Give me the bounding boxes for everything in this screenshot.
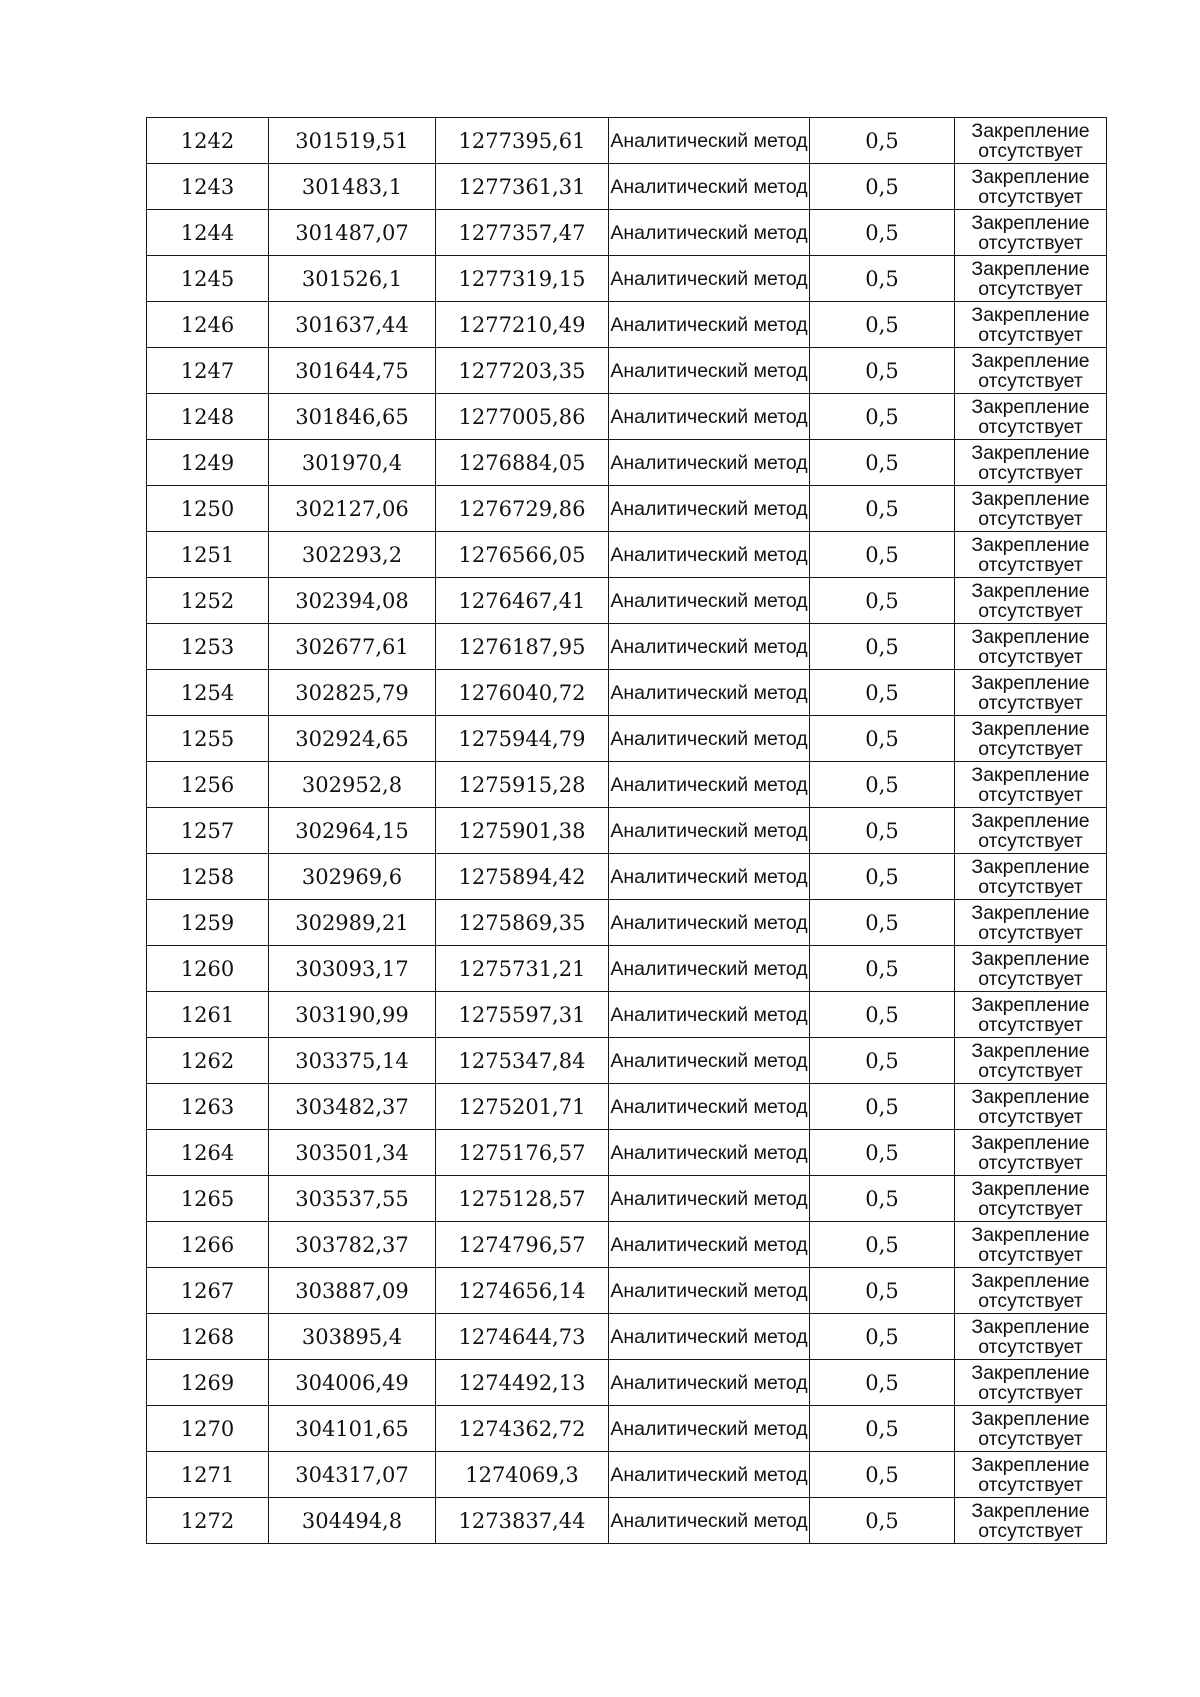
fixing-description-cell: Закрепление отсутствует bbox=[955, 1268, 1107, 1314]
y-coordinate-cell: 1275915,28 bbox=[436, 762, 609, 808]
table-row bbox=[147, 1176, 1107, 1222]
point-number-cell: 1251 bbox=[147, 532, 269, 578]
accuracy-cell: 0,5 bbox=[810, 118, 955, 164]
y-coordinate-cell: 1274644,73 bbox=[436, 1314, 609, 1360]
y-coordinate-cell: 1277005,86 bbox=[436, 394, 609, 440]
y-coordinate-cell: 1276040,72 bbox=[436, 670, 609, 716]
accuracy-cell: 0,5 bbox=[810, 164, 955, 210]
fixing-description-cell: Закрепление отсутствует bbox=[955, 1038, 1107, 1084]
x-coordinate-cell: 304006,49 bbox=[269, 1360, 436, 1406]
accuracy-cell: 0,5 bbox=[810, 1314, 955, 1360]
table-row bbox=[147, 1314, 1107, 1360]
point-number-cell: 1267 bbox=[147, 1268, 269, 1314]
method-cell: Аналитический метод bbox=[609, 1314, 810, 1360]
x-coordinate-cell: 303482,37 bbox=[269, 1084, 436, 1130]
fixing-description-cell: Закрепление отсутствует bbox=[955, 992, 1107, 1038]
y-coordinate-cell: 1275347,84 bbox=[436, 1038, 609, 1084]
point-number-cell: 1264 bbox=[147, 1130, 269, 1176]
accuracy-cell: 0,5 bbox=[810, 1406, 955, 1452]
fixing-description-cell: Закрепление отсутствует bbox=[955, 1176, 1107, 1222]
x-coordinate-cell: 301519,51 bbox=[269, 118, 436, 164]
x-coordinate-cell: 302989,21 bbox=[269, 900, 436, 946]
point-number-cell: 1252 bbox=[147, 578, 269, 624]
table-row bbox=[147, 1498, 1107, 1544]
table-row bbox=[147, 532, 1107, 578]
x-coordinate-cell: 301644,75 bbox=[269, 348, 436, 394]
point-number-cell: 1243 bbox=[147, 164, 269, 210]
x-coordinate-cell: 301526,1 bbox=[269, 256, 436, 302]
method-cell: Аналитический метод bbox=[609, 1084, 810, 1130]
table-row bbox=[147, 992, 1107, 1038]
point-number-cell: 1244 bbox=[147, 210, 269, 256]
point-number-cell: 1245 bbox=[147, 256, 269, 302]
method-cell: Аналитический метод bbox=[609, 1176, 810, 1222]
point-number-cell: 1260 bbox=[147, 946, 269, 992]
table-row bbox=[147, 1038, 1107, 1084]
fixing-description-cell: Закрепление отсутствует bbox=[955, 578, 1107, 624]
y-coordinate-cell: 1275176,57 bbox=[436, 1130, 609, 1176]
accuracy-cell: 0,5 bbox=[810, 1268, 955, 1314]
x-coordinate-cell: 302293,2 bbox=[269, 532, 436, 578]
accuracy-cell: 0,5 bbox=[810, 348, 955, 394]
method-cell: Аналитический метод bbox=[609, 118, 810, 164]
x-coordinate-cell: 302924,65 bbox=[269, 716, 436, 762]
method-cell: Аналитический метод bbox=[609, 440, 810, 486]
fixing-description-cell: Закрепление отсутствует bbox=[955, 164, 1107, 210]
accuracy-cell: 0,5 bbox=[810, 992, 955, 1038]
accuracy-cell: 0,5 bbox=[810, 302, 955, 348]
y-coordinate-cell: 1275869,35 bbox=[436, 900, 609, 946]
table-row bbox=[147, 762, 1107, 808]
accuracy-cell: 0,5 bbox=[810, 1176, 955, 1222]
method-cell: Аналитический метод bbox=[609, 532, 810, 578]
y-coordinate-cell: 1275597,31 bbox=[436, 992, 609, 1038]
accuracy-cell: 0,5 bbox=[810, 394, 955, 440]
point-number-cell: 1268 bbox=[147, 1314, 269, 1360]
method-cell: Аналитический метод bbox=[609, 394, 810, 440]
point-number-cell: 1257 bbox=[147, 808, 269, 854]
point-number-cell: 1261 bbox=[147, 992, 269, 1038]
method-cell: Аналитический метод bbox=[609, 992, 810, 1038]
fixing-description-cell: Закрепление отсутствует bbox=[955, 440, 1107, 486]
y-coordinate-cell: 1275944,79 bbox=[436, 716, 609, 762]
fixing-description-cell: Закрепление отсутствует bbox=[955, 1452, 1107, 1498]
x-coordinate-cell: 303782,37 bbox=[269, 1222, 436, 1268]
fixing-description-cell: Закрепление отсутствует bbox=[955, 394, 1107, 440]
x-coordinate-cell: 304101,65 bbox=[269, 1406, 436, 1452]
table-row bbox=[147, 348, 1107, 394]
point-number-cell: 1253 bbox=[147, 624, 269, 670]
method-cell: Аналитический метод bbox=[609, 1268, 810, 1314]
point-number-cell: 1269 bbox=[147, 1360, 269, 1406]
fixing-description-cell: Закрепление отсутствует bbox=[955, 210, 1107, 256]
table-row bbox=[147, 624, 1107, 670]
x-coordinate-cell: 303190,99 bbox=[269, 992, 436, 1038]
fixing-description-cell: Закрепление отсутствует bbox=[955, 1084, 1107, 1130]
method-cell: Аналитический метод bbox=[609, 1038, 810, 1084]
method-cell: Аналитический метод bbox=[609, 1222, 810, 1268]
x-coordinate-cell: 302969,6 bbox=[269, 854, 436, 900]
y-coordinate-cell: 1277361,31 bbox=[436, 164, 609, 210]
x-coordinate-cell: 303501,34 bbox=[269, 1130, 436, 1176]
table-row bbox=[147, 946, 1107, 992]
accuracy-cell: 0,5 bbox=[810, 486, 955, 532]
fixing-description-cell: Закрепление отсутствует bbox=[955, 900, 1107, 946]
method-cell: Аналитический метод bbox=[609, 578, 810, 624]
table-row bbox=[147, 210, 1107, 256]
method-cell: Аналитический метод bbox=[609, 624, 810, 670]
y-coordinate-cell: 1276187,95 bbox=[436, 624, 609, 670]
point-number-cell: 1272 bbox=[147, 1498, 269, 1544]
table-row bbox=[147, 900, 1107, 946]
table-row bbox=[147, 854, 1107, 900]
table-row bbox=[147, 1406, 1107, 1452]
accuracy-cell: 0,5 bbox=[810, 1360, 955, 1406]
fixing-description-cell: Закрепление отсутствует bbox=[955, 1222, 1107, 1268]
table-body bbox=[147, 118, 1107, 1544]
fixing-description-cell: Закрепление отсутствует bbox=[955, 946, 1107, 992]
point-number-cell: 1250 bbox=[147, 486, 269, 532]
fixing-description-cell: Закрепление отсутствует bbox=[955, 118, 1107, 164]
point-number-cell: 1266 bbox=[147, 1222, 269, 1268]
table-row bbox=[147, 1268, 1107, 1314]
y-coordinate-cell: 1277203,35 bbox=[436, 348, 609, 394]
method-cell: Аналитический метод bbox=[609, 900, 810, 946]
method-cell: Аналитический метод bbox=[609, 302, 810, 348]
point-number-cell: 1263 bbox=[147, 1084, 269, 1130]
accuracy-cell: 0,5 bbox=[810, 946, 955, 992]
y-coordinate-cell: 1277210,49 bbox=[436, 302, 609, 348]
point-number-cell: 1242 bbox=[147, 118, 269, 164]
point-number-cell: 1265 bbox=[147, 1176, 269, 1222]
y-coordinate-cell: 1274656,14 bbox=[436, 1268, 609, 1314]
y-coordinate-cell: 1276729,86 bbox=[436, 486, 609, 532]
x-coordinate-cell: 301487,07 bbox=[269, 210, 436, 256]
accuracy-cell: 0,5 bbox=[810, 624, 955, 670]
method-cell: Аналитический метод bbox=[609, 1406, 810, 1452]
fixing-description-cell: Закрепление отсутствует bbox=[955, 348, 1107, 394]
x-coordinate-cell: 303375,14 bbox=[269, 1038, 436, 1084]
accuracy-cell: 0,5 bbox=[810, 578, 955, 624]
y-coordinate-cell: 1277319,15 bbox=[436, 256, 609, 302]
y-coordinate-cell: 1275128,57 bbox=[436, 1176, 609, 1222]
x-coordinate-cell: 301846,65 bbox=[269, 394, 436, 440]
accuracy-cell: 0,5 bbox=[810, 808, 955, 854]
point-number-cell: 1271 bbox=[147, 1452, 269, 1498]
x-coordinate-cell: 302394,08 bbox=[269, 578, 436, 624]
x-coordinate-cell: 303895,4 bbox=[269, 1314, 436, 1360]
table-row bbox=[147, 486, 1107, 532]
accuracy-cell: 0,5 bbox=[810, 1452, 955, 1498]
method-cell: Аналитический метод bbox=[609, 210, 810, 256]
x-coordinate-cell: 304317,07 bbox=[269, 1452, 436, 1498]
fixing-description-cell: Закрепление отсутствует bbox=[955, 532, 1107, 578]
method-cell: Аналитический метод bbox=[609, 486, 810, 532]
table-row bbox=[147, 1130, 1107, 1176]
y-coordinate-cell: 1277357,47 bbox=[436, 210, 609, 256]
table-row bbox=[147, 394, 1107, 440]
accuracy-cell: 0,5 bbox=[810, 854, 955, 900]
x-coordinate-cell: 304494,8 bbox=[269, 1498, 436, 1544]
point-number-cell: 1248 bbox=[147, 394, 269, 440]
x-coordinate-cell: 302127,06 bbox=[269, 486, 436, 532]
y-coordinate-cell: 1276884,05 bbox=[436, 440, 609, 486]
y-coordinate-cell: 1274796,57 bbox=[436, 1222, 609, 1268]
y-coordinate-cell: 1276566,05 bbox=[436, 532, 609, 578]
method-cell: Аналитический метод bbox=[609, 716, 810, 762]
accuracy-cell: 0,5 bbox=[810, 210, 955, 256]
fixing-description-cell: Закрепление отсутствует bbox=[955, 256, 1107, 302]
point-number-cell: 1249 bbox=[147, 440, 269, 486]
accuracy-cell: 0,5 bbox=[810, 1498, 955, 1544]
method-cell: Аналитический метод bbox=[609, 256, 810, 302]
accuracy-cell: 0,5 bbox=[810, 762, 955, 808]
table-row bbox=[147, 302, 1107, 348]
table-row bbox=[147, 1452, 1107, 1498]
method-cell: Аналитический метод bbox=[609, 1360, 810, 1406]
y-coordinate-cell: 1274362,72 bbox=[436, 1406, 609, 1452]
y-coordinate-cell: 1275731,21 bbox=[436, 946, 609, 992]
accuracy-cell: 0,5 bbox=[810, 716, 955, 762]
table-row bbox=[147, 1084, 1107, 1130]
method-cell: Аналитический метод bbox=[609, 1452, 810, 1498]
x-coordinate-cell: 302964,15 bbox=[269, 808, 436, 854]
point-number-cell: 1259 bbox=[147, 900, 269, 946]
point-number-cell: 1247 bbox=[147, 348, 269, 394]
fixing-description-cell: Закрепление отсутствует bbox=[955, 1406, 1107, 1452]
point-number-cell: 1258 bbox=[147, 854, 269, 900]
fixing-description-cell: Закрепление отсутствует bbox=[955, 624, 1107, 670]
x-coordinate-cell: 302677,61 bbox=[269, 624, 436, 670]
method-cell: Аналитический метод bbox=[609, 854, 810, 900]
accuracy-cell: 0,5 bbox=[810, 1084, 955, 1130]
fixing-description-cell: Закрепление отсутствует bbox=[955, 808, 1107, 854]
method-cell: Аналитический метод bbox=[609, 946, 810, 992]
fixing-description-cell: Закрепление отсутствует bbox=[955, 302, 1107, 348]
fixing-description-cell: Закрепление отсутствует bbox=[955, 670, 1107, 716]
fixing-description-cell: Закрепление отсутствует bbox=[955, 854, 1107, 900]
method-cell: Аналитический метод bbox=[609, 808, 810, 854]
fixing-description-cell: Закрепление отсутствует bbox=[955, 486, 1107, 532]
fixing-description-cell: Закрепление отсутствует bbox=[955, 716, 1107, 762]
x-coordinate-cell: 302825,79 bbox=[269, 670, 436, 716]
method-cell: Аналитический метод bbox=[609, 1130, 810, 1176]
table-row bbox=[147, 808, 1107, 854]
x-coordinate-cell: 301483,1 bbox=[269, 164, 436, 210]
table-row bbox=[147, 164, 1107, 210]
x-coordinate-cell: 302952,8 bbox=[269, 762, 436, 808]
point-number-cell: 1254 bbox=[147, 670, 269, 716]
y-coordinate-cell: 1275894,42 bbox=[436, 854, 609, 900]
accuracy-cell: 0,5 bbox=[810, 670, 955, 716]
accuracy-cell: 0,5 bbox=[810, 1222, 955, 1268]
table-row bbox=[147, 578, 1107, 624]
accuracy-cell: 0,5 bbox=[810, 1130, 955, 1176]
fixing-description-cell: Закрепление отсутствует bbox=[955, 762, 1107, 808]
table-row bbox=[147, 440, 1107, 486]
y-coordinate-cell: 1277395,61 bbox=[436, 118, 609, 164]
point-number-cell: 1255 bbox=[147, 716, 269, 762]
table-row bbox=[147, 1222, 1107, 1268]
table-row bbox=[147, 670, 1107, 716]
accuracy-cell: 0,5 bbox=[810, 532, 955, 578]
fixing-description-cell: Закрепление отсутствует bbox=[955, 1498, 1107, 1544]
method-cell: Аналитический метод bbox=[609, 670, 810, 716]
point-number-cell: 1270 bbox=[147, 1406, 269, 1452]
x-coordinate-cell: 301970,4 bbox=[269, 440, 436, 486]
y-coordinate-cell: 1274492,13 bbox=[436, 1360, 609, 1406]
fixing-description-cell: Закрепление отсутствует bbox=[955, 1360, 1107, 1406]
point-number-cell: 1256 bbox=[147, 762, 269, 808]
method-cell: Аналитический метод bbox=[609, 762, 810, 808]
coordinates-table bbox=[146, 117, 1107, 1544]
table-row bbox=[147, 716, 1107, 762]
y-coordinate-cell: 1275201,71 bbox=[436, 1084, 609, 1130]
x-coordinate-cell: 301637,44 bbox=[269, 302, 436, 348]
y-coordinate-cell: 1276467,41 bbox=[436, 578, 609, 624]
accuracy-cell: 0,5 bbox=[810, 900, 955, 946]
table-row bbox=[147, 118, 1107, 164]
x-coordinate-cell: 303537,55 bbox=[269, 1176, 436, 1222]
accuracy-cell: 0,5 bbox=[810, 440, 955, 486]
x-coordinate-cell: 303887,09 bbox=[269, 1268, 436, 1314]
table-row bbox=[147, 256, 1107, 302]
point-number-cell: 1262 bbox=[147, 1038, 269, 1084]
fixing-description-cell: Закрепление отсутствует bbox=[955, 1314, 1107, 1360]
method-cell: Аналитический метод bbox=[609, 348, 810, 394]
point-number-cell: 1246 bbox=[147, 302, 269, 348]
table-row bbox=[147, 1360, 1107, 1406]
accuracy-cell: 0,5 bbox=[810, 256, 955, 302]
method-cell: Аналитический метод bbox=[609, 164, 810, 210]
fixing-description-cell: Закрепление отсутствует bbox=[955, 1130, 1107, 1176]
y-coordinate-cell: 1275901,38 bbox=[436, 808, 609, 854]
method-cell: Аналитический метод bbox=[609, 1498, 810, 1544]
y-coordinate-cell: 1273837,44 bbox=[436, 1498, 609, 1544]
y-coordinate-cell: 1274069,3 bbox=[436, 1452, 609, 1498]
x-coordinate-cell: 303093,17 bbox=[269, 946, 436, 992]
accuracy-cell: 0,5 bbox=[810, 1038, 955, 1084]
